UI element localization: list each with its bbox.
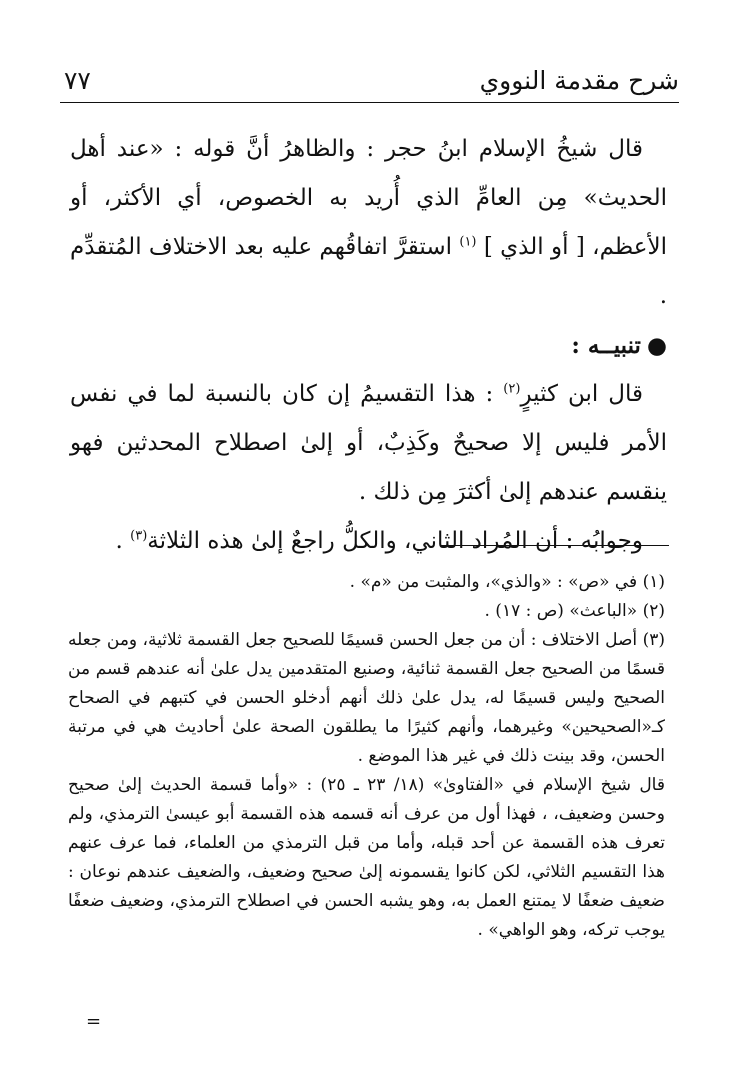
main-text: [70, 125, 667, 566]
paragraph-answer-start: وجوابُه : أن المُراد الثاني، والكلُّ راجعٌ إلىٰ هذه الثلاثة: [147, 528, 643, 554]
footnote-1: (١) في «ص» : «والذي»، والمثبت من «م» .: [349, 572, 665, 592]
paragraph-ibn-hajar-end: استقرَّ اتفاقُهم عليه بعد الاختلاف المُتقدِّم .: [70, 234, 667, 309]
bullet-icon: ●: [646, 332, 667, 359]
paragraph-answer: [70, 517, 667, 566]
footnote-divider: [441, 545, 669, 546]
running-header: [60, 62, 679, 103]
footnote-ref-3: (٣): [130, 528, 148, 544]
paragraph-answer-end: .: [115, 528, 131, 554]
footnote-3: (٣) أصل الاختلاف : أن من جعل الحسن قسيمًا للصحيح جعل القسمة ثلاثية، ومن جعله قسمًا من الصحيح جعل القسمة ثنائية، وصنيع المتقدمين يدل علىٰ أنه عندهم قسم من الصحيح وليس قسيمًا له، يدل علىٰ ذلك أنهم أدخلو الحسن في كتبهم في الصحاح كـ«الصحيحين» وغيرهما، وأنهم كثيرًا ما يطلقون الصحة علىٰ أحاديث هي في مرتبة الحسن، وقد بينت ذلك في غير هذا الموضع .: [68, 630, 665, 766]
paragraph-ibn-hajar-text: قال شيخُ الإسلام ابنُ حجر : والظاهرُ أنَّ قوله : «عند أهل الحديث» مِن العامِّ الذي أُريد به الخصوص، أي الأكثر، أو الأعظم، [ أو الذي ]: [70, 136, 667, 260]
footnote-ref-1: (١): [459, 234, 477, 250]
footnote-2: (٢) «الباعث» (ص : ١٧) .: [484, 601, 665, 621]
paragraph-ibn-kathir: [70, 370, 667, 517]
paragraph-ibn-hajar: [70, 125, 667, 321]
continuation-mark: =: [86, 1011, 102, 1032]
footnote-ref-2: (٢): [503, 381, 521, 397]
paragraph-ibn-kathir-end: : هذا التقسيمُ إن كان بالنسبة لما في نفس الأمر فليس إلا صحيحٌ وكَذِبٌ، أو إلىٰ اصطلاح المحدثين فهو ينقسم عندهم إلىٰ أكثرَ مِن ذلك .: [70, 381, 667, 505]
header-title: شرح مقدمة النووي: [479, 66, 679, 95]
page-number: ٧٧: [64, 66, 91, 95]
footnote-3-quote: قال شيخ الإسلام في «الفتاوىٰ» (١٨/ ٢٣ ـ ٢٥) : «وأما قسمة الحديث إلىٰ صحيح وحسن وضعيف، ، فهذا أول من عرف أنه قسمه هذه القسمة أبو عيسىٰ الترمذي، ولم تعرف هذه القسمة عن أحد قبله، وأما من قبل الترمذي من العلماء، فما عرف عنهم هذا التقسيم الثلاثي، لكن كانوا يقسمونه إلىٰ صحيح وضعيف، والضعيف عندهم نوعان : ضعيف ضعفًا لا يمتنع العمل به، وهو يشبه الحسن في اصطلاح الترمذي، وضعيف ضعفًا يوجب تركه، وهو الواهي» .: [68, 775, 665, 940]
paragraph-ibn-kathir-start: قال ابن كثيرٍ: [520, 381, 643, 407]
footnotes: [68, 568, 665, 945]
tanbih-label: تنبيــه :: [571, 332, 641, 359]
tanbih-heading: [70, 321, 667, 370]
